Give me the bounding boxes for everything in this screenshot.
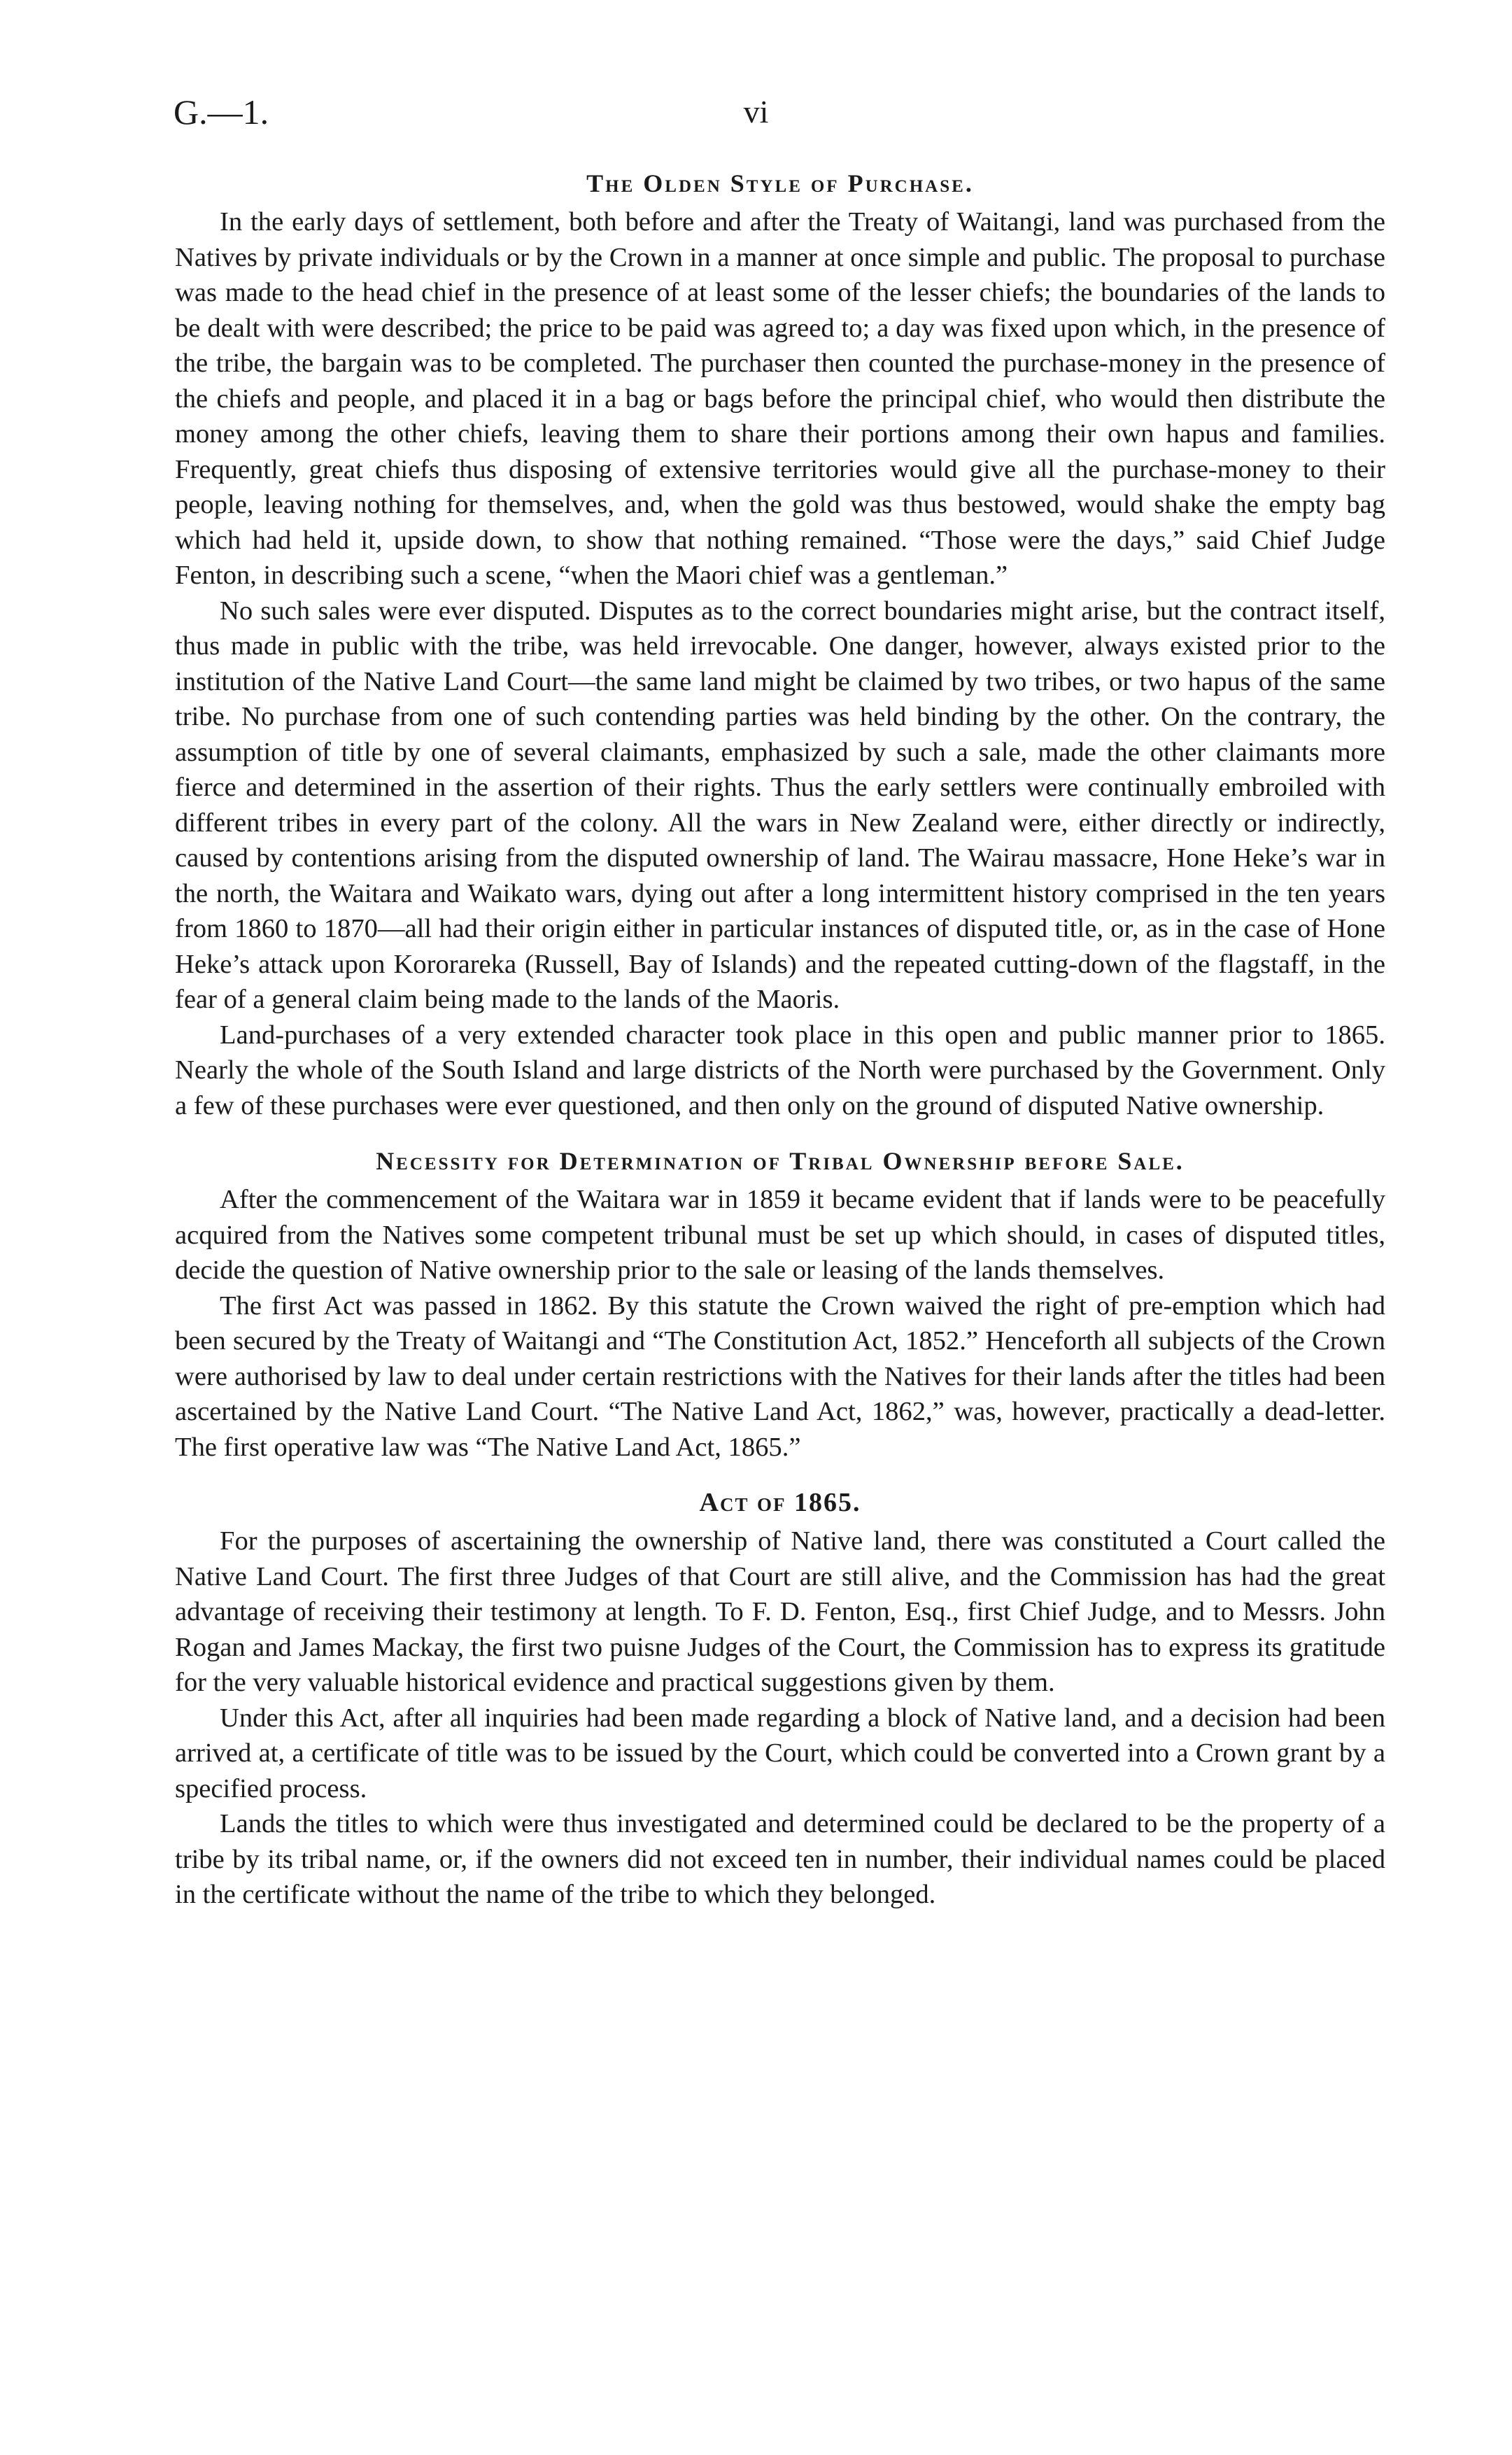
paragraph: After the commencement of the Waitara war in 1859 it became evident that if lands were to be peacefully acquired from the Natives some competent tribunal must be set up which should, in cases of disputed titles, decide the question of Native ownership prior to the sale or leasing of the lands themselves. bbox=[175, 1185, 1385, 1285]
page-body bbox=[175, 167, 1385, 1913]
section-heading: Act of 1865. bbox=[699, 1488, 861, 1517]
document-reference: G.—1. bbox=[174, 92, 269, 132]
paragraph: In the early days of settlement, both before and after the Treaty of Waitangi, land was purchased from the Natives by private individuals or by the Crown in a manner at once simple and public. The proposal to purchase was made to the head chief in the presence of at least some of the lesser chiefs; the boundaries of the lands to be dealt with were described; the price to be paid was agreed to; a day was fixed upon which, in the presence of the tribe, the bargain was to be completed. The purchaser then counted the purchase-money in the presence of the chiefs and people, and placed it in a bag or bags before the principal chief, who would then distribute the money among the other chiefs, leaving them to share their portions among their own hapus and families. Frequently, great chiefs thus disposing of extensive territories would give all the purchase-money to their people, leaving nothing for themselves, and, when the gold was thus bestowed, would shake the empty bag which had held it, upside down, to show that nothing remained. “Those were the days,” said Chief Judge Fenton, in describing such a scene, “when the Maori chief was a gentleman.” bbox=[175, 207, 1385, 590]
paragraph: The first Act was passed in 1862. By this statute the Crown waived the right of pre-emption which had been secured by the Treaty of Waitangi and “The Constitution Act, 1852.” Henceforth all subjects of the Crown were authorised by law to deal under certain restrictions with the Natives for their lands after the titles had been ascertained by the Native Land Court. “The Native Land Act, 1862,” was, however, practically a dead-letter. The first operative law was “The Native Land Act, 1865.” bbox=[175, 1290, 1385, 1462]
section-necessity-for-determination bbox=[175, 1144, 1385, 1465]
paragraph: For the purposes of ascertaining the ownership of Native land, there was constituted a Court called the Native Land Court. The first three Judges of that Court are still alive, and the Commission has had the great advantage of receiving their testimony at length. To F. D. Fenton, Esq., first Chief Judge, and to Messrs. John Rogan and James Mackay, the first two puisne Judges of the Court, the Commission has to express its gratitude for the very valuable historical evidence and practical suggestions given by them. bbox=[175, 1526, 1385, 1697]
paragraph: Under this Act, after all inquiries had been made regarding a block of Native land, and a decision had been arrived at, a certificate of title was to be issued by the Court, which could be converted into a Crown grant by a specified process. bbox=[175, 1703, 1385, 1803]
section-act-of-1865 bbox=[175, 1486, 1385, 1913]
paragraph: Land-purchases of a very extended character took place in this open and public manner prior to 1865. Nearly the whole of the South Island and large districts of the North were purchased by the Government. Only a few of these purchases were ever questioned, and then only on the ground of disputed Native ownership. bbox=[175, 1020, 1385, 1120]
paragraph: Lands the titles to which were thus investigated and determined could be declared to be the property of a tribe by its tribal name, or, if the owners did not exceed ten in number, their individual names could be placed in the certificate without the name of the tribe to which they belonged. bbox=[175, 1809, 1385, 1909]
page-header bbox=[0, 87, 1512, 143]
section-heading: The Olden Style of Purchase. bbox=[586, 169, 974, 197]
page-number: vi bbox=[743, 94, 769, 129]
paragraph: No such sales were ever disputed. Disputes as to the correct boundaries might arise, but the contract itself, thus made in public with the tribe, was held irrevocable. One danger, however, always existed prior to the institution of the Native Land Court—the same land might be claimed by two tribes, or two hapus of the same tribe. No purchase from one of such contending parties was held binding by the other. On the contrary, the assumption of title by one of several claimants, emphasized by such a sale, made the other claimants more fierce and determined in the assertion of their rights. Thus the early settlers were continually embroiled with different tribes in every part of the colony. All the wars in New Zealand were, either directly or indirectly, caused by contentions arising from the disputed ownership of land. The Wairau massacre, Hone Heke’s war in the north, the Waitara and Waikato wars, dying out after a long intermittent history comprised in the ten years from 1860 to 1870—all had their origin either in particular instances of disputed title, or, as in the case of Hone Heke’s attack upon Kororareka (Russell, Bay of Islands) and the repeated cutting-down of the flagstaff, in the fear of a general claim being made to the lands of the Maoris. bbox=[175, 596, 1385, 1014]
section-heading: Necessity for Determination of Tribal Ownership before Sale. bbox=[376, 1147, 1185, 1175]
section-olden-style-of-purchase bbox=[175, 167, 1385, 1123]
